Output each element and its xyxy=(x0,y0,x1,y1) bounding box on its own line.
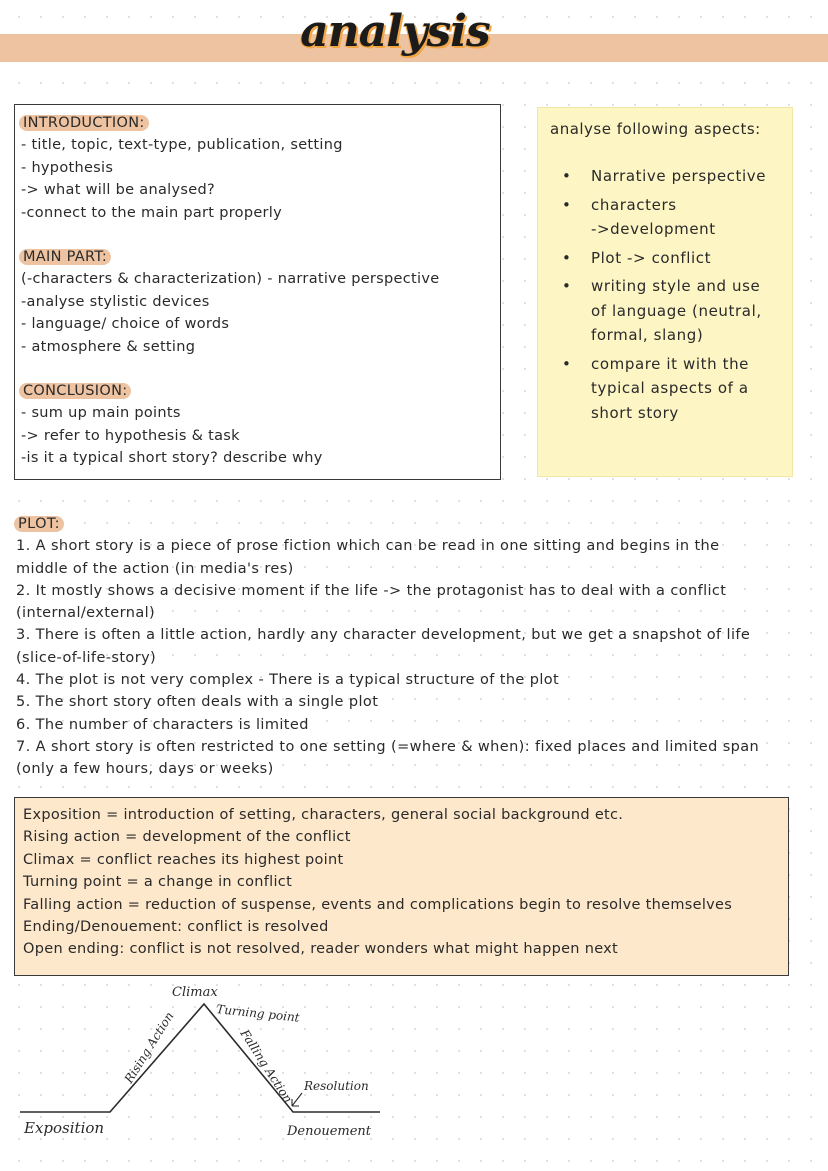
aspect-item: • compare it with the typical aspects of a short story xyxy=(550,352,792,426)
plot-line: 5. The short story often deals with a single plot xyxy=(16,694,379,711)
introduction-item: -connect to the main part properly xyxy=(21,204,283,221)
plot-line: (only a few hours, days or weeks) xyxy=(16,761,274,778)
aspects-heading: analyse following aspects: xyxy=(550,120,761,138)
plot-section xyxy=(16,513,826,781)
aspect-item: • Plot -> conflict xyxy=(550,246,792,271)
main-part-item: (-characters & characterization) - narrative perspective xyxy=(21,271,440,288)
plot-arc-line xyxy=(20,1004,380,1112)
main-part-item: -analyse stylistic devices xyxy=(21,293,210,310)
introduction-item: - title, topic, text-type, publication, setting xyxy=(21,137,343,154)
bullet-icon: • xyxy=(562,195,572,214)
definition-line: Falling action = reduction of suspense, events and complications begin to resolve themselves xyxy=(23,896,733,913)
plot-structure-diagram xyxy=(0,975,400,1171)
conclusion-item: -is it a typical short story? describe why xyxy=(21,450,323,467)
definitions-box xyxy=(14,797,789,976)
plot-line: middle of the action (in media's res) xyxy=(16,560,294,577)
main-part-heading: MAIN PART: xyxy=(19,249,111,265)
page-title: analysis xyxy=(300,6,490,57)
plot-line: 2. It mostly shows a decisive moment if the life -> the protagonist has to deal with a conflict xyxy=(16,582,727,599)
structure-box xyxy=(14,104,501,480)
bullet-icon: • xyxy=(562,277,572,295)
plot-line: 7. A short story is often restricted to one setting (=where & when): fixed places and limited span xyxy=(16,738,760,755)
introduction-heading: INTRODUCTION: xyxy=(19,115,149,131)
definition-line: Exposition = introduction of setting, characters, general social background etc. xyxy=(23,807,624,823)
aspect-item: • Narrative perspective xyxy=(550,164,792,189)
conclusion-item: - sum up main points xyxy=(21,405,181,422)
definition-line: Rising action = development of the conflict xyxy=(23,829,351,846)
plot-heading: PLOT: xyxy=(14,516,64,532)
definition-line: Ending/Denouement: conflict is resolved xyxy=(23,919,329,936)
aspect-item: • writing style and use of language (neutral, formal, slang) xyxy=(550,274,792,348)
definition-line: Open ending: conflict is not resolved, reader wonders what might happen next xyxy=(23,941,619,958)
definition-line: Climax = conflict reaches its highest point xyxy=(23,851,344,868)
turning-point-label: Turning point xyxy=(215,1002,301,1025)
introduction-item: - hypothesis xyxy=(21,159,114,176)
bullet-icon: • xyxy=(562,354,572,373)
plot-line: (slice-of-life-story) xyxy=(16,649,157,666)
climax-label: Climax xyxy=(172,985,218,1000)
bullet-icon: • xyxy=(562,248,572,267)
introduction-item: -> what will be analysed? xyxy=(21,182,215,199)
aspects-list xyxy=(550,164,792,425)
exposition-label: Exposition xyxy=(24,1119,105,1137)
plot-line: 3. There is often a little action, hardly any character development, but we get a snapshot of life xyxy=(16,627,751,644)
plot-line: 4. The plot is not very complex - There is a typical structure of the plot xyxy=(16,672,560,689)
aspects-note xyxy=(537,107,793,477)
resolution-label: Resolution xyxy=(304,1079,369,1093)
denouement-label: Denouement xyxy=(287,1124,371,1139)
rising-action-label: Rising Action xyxy=(121,1009,177,1086)
plot-line: (internal/external) xyxy=(16,605,156,622)
bullet-icon: • xyxy=(562,167,572,185)
main-part-item: - atmosphere & setting xyxy=(21,338,196,355)
falling-action-label: Falling Action xyxy=(237,1027,296,1106)
conclusion-item: -> refer to hypothesis & task xyxy=(21,427,240,444)
main-part-item: - language/ choice of words xyxy=(21,316,230,333)
plot-line: 6. The number of characters is limited xyxy=(16,716,309,733)
plot-line: 1. A short story is a piece of prose fiction which can be read in one sitting and begins in the xyxy=(16,538,720,555)
aspect-item: • characters ->development xyxy=(550,193,792,242)
conclusion-heading: CONCLUSION: xyxy=(19,383,131,399)
definition-line: Turning point = a change in conflict xyxy=(23,874,293,891)
